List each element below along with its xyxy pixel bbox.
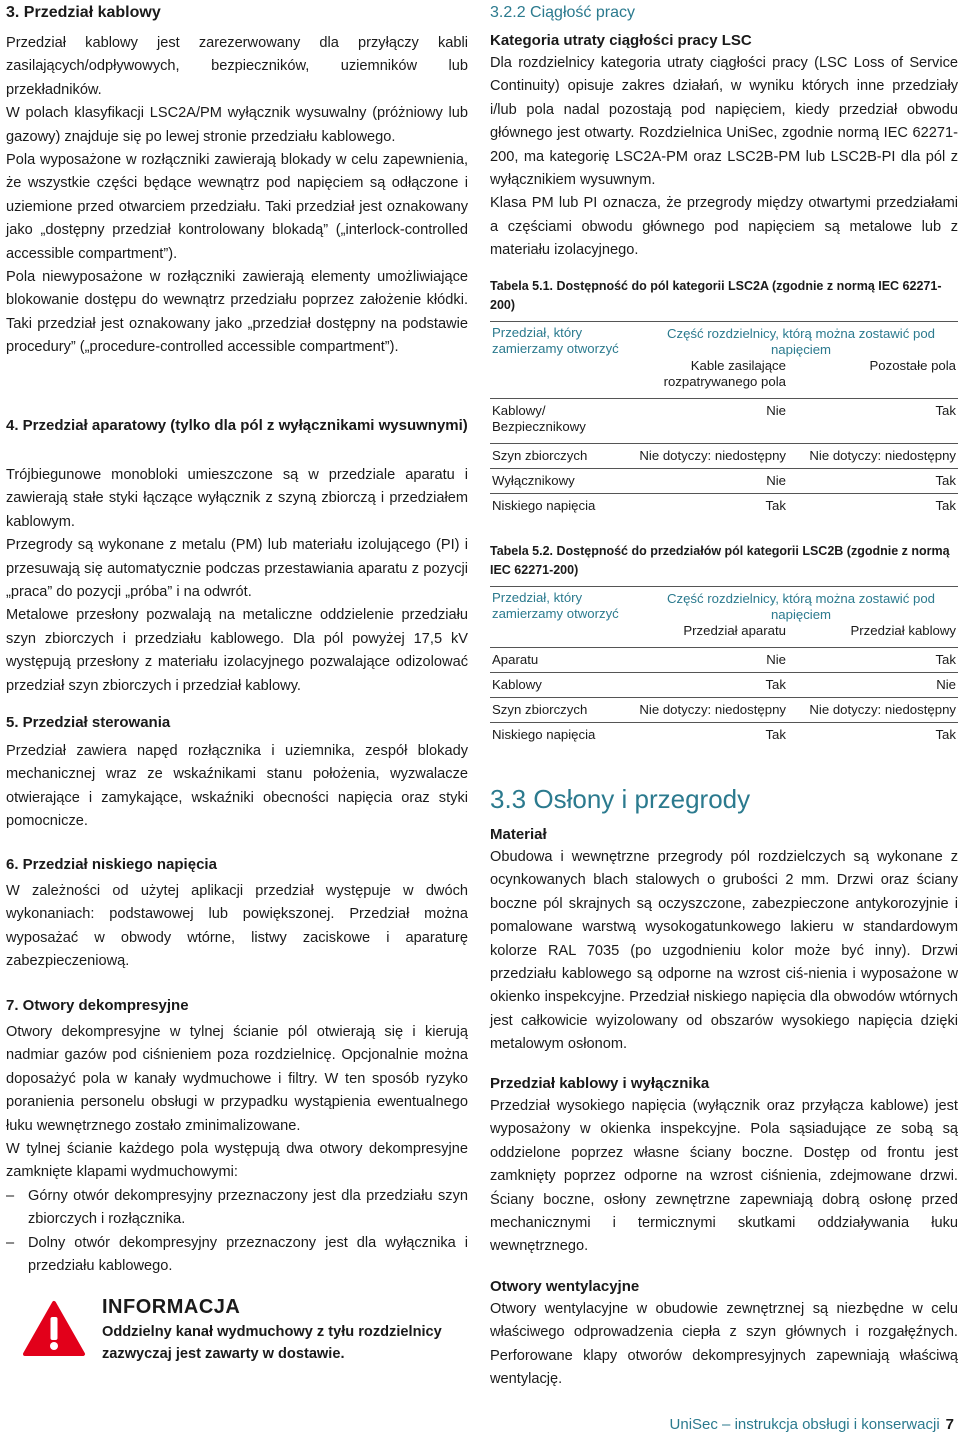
section-3-p3: Pola wyposażone w rozłączniki zawierają blokady w celu zapewnienia, że wszystkie części będące wewnątrz pod napięciem są odłączone i uziemione przed otwarciem przedziału. Taki przedział jest oznakowany jako „dostępny przedział kontrolowany blokadą” („interlock-controlled accessible compartment”). (6, 152, 468, 262)
table-cell: Szyn zbiorczych (490, 698, 624, 723)
section-6-body (6, 880, 468, 974)
table-header: Przedział, który zamierzamy otworzyć (490, 587, 624, 648)
table-5-2-caption: Tabela 5.2. Dostępność do przedziałów pól kategorii LSC2B (zgodnie z normą IEC 62271-200) (490, 544, 950, 577)
decompression-list (6, 1185, 468, 1279)
table-5-1 (490, 277, 958, 518)
table-cell: Nie (624, 648, 788, 673)
cable-compartment-title: Przedział kablowy i wyłącznika (490, 1075, 710, 1092)
table-cell: Tak (788, 648, 958, 673)
table-header: Część rozdzielnicy, którą można zostawić pod napięciem (624, 587, 958, 624)
table-cell: Tak (624, 723, 788, 748)
table-row (490, 723, 958, 748)
cable-compartment-block (490, 1073, 958, 1259)
table-cell: Nie (624, 399, 788, 444)
table-header: Przedział, który zamierzamy otworzyć (490, 322, 624, 399)
section-7-p2: W tylnej ścianie każdego pola występują dwa otwory dekompresyjne zamknięte klapami wydmuchowymi: (6, 1141, 468, 1181)
section-4-p3: Metalowe przesłony pozwalają na metaliczne oddzielenie przedziału szyn zbiorczych i przedziału kablowego. Dla pól powyżej 17,5 kV występują przesłony z materiału izolacyjnego pozwalające odizolować przedział szyn zbiorczych i przedział kablowy. (6, 607, 468, 694)
table-cell: Tak (788, 399, 958, 444)
section-7-title: 7. Otwory dekompresyjne (6, 997, 189, 1014)
table-header: Przedział aparatu (683, 623, 786, 638)
section-5 (6, 712, 468, 734)
section-4-title: 4. Przedział aparatowy (tylko dla pól z wyłącznikami wysuwnymi) (6, 417, 468, 434)
table-cell: Tak (624, 494, 788, 519)
ventilation-block (490, 1276, 958, 1392)
info-title: INFORMACJA (102, 1296, 241, 1318)
section-5-body (6, 740, 468, 834)
lsc-block (490, 30, 958, 263)
info-text: Oddzielny kanał wydmuchowy z tyłu rozdzielnicy zazwyczaj jest zawarty w dostawie. (102, 1324, 442, 1362)
table-cell: Kablowy (490, 673, 624, 698)
lsc-p2: Klasa PM lub PI oznacza, że przegrody między otwartymi przedziałami a częściami obwodu głównego pod napięciem są metalowe lub z materiału izolacyjnego. (490, 195, 958, 259)
table-row (490, 698, 958, 723)
table-5-1-caption: Tabela 5.1. Dostępność do pól kategorii LSC2A (zgodnie z normą IEC 62271-200) (490, 279, 942, 312)
table-cell: Nie (624, 469, 788, 494)
table-5-2 (490, 542, 958, 747)
table-cell: Nie dotyczy: niedostępny (788, 698, 958, 723)
section-7 (6, 995, 468, 1017)
page-number: 7 (945, 1416, 954, 1433)
table-cell: Nie dotyczy: niedostępny (788, 444, 958, 469)
table-cell: Niskiego napięcia (490, 494, 624, 519)
section-3-title: 3. Przedział kablowy (6, 4, 161, 21)
table-cell: Niskiego napięcia (490, 723, 624, 748)
table-cell: Wyłącznikowy (490, 469, 624, 494)
table-header: Pozostałe pola (869, 358, 956, 373)
table-row (490, 648, 958, 673)
section-3-p2: W polach klasyfikacji LSC2A/PM wyłącznik wysuwalny (próżniowy lub gazowy) znajduje się po lewej stronie przedziału kablowego. (6, 105, 468, 145)
section-6 (6, 854, 468, 876)
material-title: Materiał (490, 826, 547, 843)
table-row (490, 399, 958, 444)
section-3-3 (490, 784, 958, 814)
list-item: – Dolny otwór dekompresyjny przeznaczony jest dla wyłącznika i przedziału kablowego. (6, 1232, 468, 1279)
section-6-p1: W zależności od użytej aplikacji przedział występuje w dwóch wykonaniach: podstawowej lub powiększonej. Przedział można wyposażać w obwody wtórne, listwy zaciskowe i aparaturę zabezpieczeniową. (6, 883, 468, 970)
lsc-title: Kategoria utraty ciągłości pracy LSC (490, 32, 752, 49)
table-cell: Nie dotyczy: niedostępny (624, 698, 788, 723)
cable-compartment-p1: Przedział wysokiego napięcia (wyłącznik oraz przyłącza kablowe) jest wyposażony w okienka inspekcyjne. Pola sąsiadujące ze sobą są oddzielone poprzez własne ściany boczne. Dostęp od frontu jest zamknięty poprzez odporne na wzrost ciśnienia, zdejmowane drzwi. Ściany boczne, osłony zewnętrzne zapewniają dobrą osłonę przed mechanicznymi i termicznymi skutkami oddziaływania łuku wewnętrznego. (490, 1098, 958, 1255)
section-3-body (6, 32, 468, 360)
table-cell: Nie dotyczy: niedostępny (624, 444, 788, 469)
table-row (490, 673, 958, 698)
table-row (490, 444, 958, 469)
info-box (22, 1296, 462, 1366)
section-5-title: 5. Przedział sterowania (6, 714, 171, 731)
section-3-2-2 (490, 2, 958, 24)
ventilation-p1: Otwory wentylacyjne w obudowie zewnętrznej są niezbędne w celu właściwego odprowadzenia ciepła z szyn głównych i rozgałęźnych. Perforowane klapy otworów dekompresyjnych zapewniają właściwą wentylację. (490, 1301, 958, 1388)
section-3-p4: Pola niewyposażone w rozłączniki zawierają elementy umożliwiające blokowanie dostępu do wewnątrz przedziału poprzez założenie kłódki. Taki przedział jest oznakowany jako „przedział dostępny na podstawie procedury” („procedure-controlled accessible compartment”). (6, 269, 468, 356)
table-cell: Aparatu (490, 648, 624, 673)
material-block (490, 824, 958, 1057)
section-6-title: 6. Przedział niskiego napięcia (6, 856, 217, 873)
table-cell: Tak (788, 723, 958, 748)
table-cell: Tak (788, 469, 958, 494)
section-3-2-2-title: 3.2.2 Ciągłość pracy (490, 4, 635, 21)
section-7-p1: Otwory dekompresyjne w tylnej ścianie pól otwierają się i kierują nadmiar gazów pod ciśnieniem poza rozdzielnicę. Opcjonalnie można doposażyć pola w kanały wydmuchowe i filtry. W ten sposób ryzyko poranienia personelu obsługi w przypadku wystąpienia ewentualnego łuku wewnętrznego zostało zminimalizowane. (6, 1024, 468, 1134)
section-5-p1: Przedział zawiera napęd rozłącznika i uziemnika, zespół blokady mechanicznej wraz ze wskaźnikami stanu położenia, wyzwalacze otwierające i zamykające, wskaźniki obecności napięcia oraz styki pomocnicze. (6, 743, 468, 830)
warning-icon (22, 1300, 86, 1358)
table-cell: Nie (788, 673, 958, 698)
section-3-3-title: 3.3 Osłony i przegrody (490, 784, 751, 814)
table-cell: Szyn zbiorczych (490, 444, 624, 469)
table-cell: Tak (788, 494, 958, 519)
table-row (490, 494, 958, 519)
table-header: Kable zasilające rozpatrywanego pola (663, 358, 786, 389)
section-4-p1: Trójbiegunowe monobloki umieszczone są w przedziale aparatu i zawierają stałe styki łączące wyłącznik z szyną zbiorczą i przedziałem kablowym. (6, 467, 468, 530)
section-4-p2: Przegrody są wykonane z metalu (PM) lub materiału izolującego (PI) i przesuwają się automatycznie podczas przestawiania aparatu z pozycji „praca” do pozycji „próba” i na odwrót. (6, 537, 468, 601)
list-item: – Górny otwór dekompresyjny przeznaczony jest dla przedziału szyn zbiorczych i rozłącznika. (6, 1185, 468, 1232)
section-3-p1: Przedział kablowy jest zarezerwowany dla przyłączy kabli zasilających/odpływowych, bezpieczników, uziemników lub przekładników. (6, 35, 468, 98)
lsc-p1: Dla rozdzielnicy kategoria utraty ciągłości pracy (LSC Loss of Service Continuity) opisuje zakres działań, w wyniku których inne przedziały i/lub pola nadal pozostają pod napięciem, kiedy przedział obwodu głównego jest otwarty. Rozdzielnica UniSec, zgodnie normą IEC 62271-200, ma kategorię LSC2A-PM oraz LSC2B-PM lub LSC2B-PI dla pól z wyłącznikiem wysuwnym. (490, 55, 958, 189)
page-footer (670, 1416, 954, 1433)
table-row (490, 469, 958, 494)
section-7-body (6, 1021, 468, 1278)
table-header: Część rozdzielnicy, którą można zostawić pod napięciem (624, 322, 958, 359)
section-4-body (6, 464, 468, 698)
ventilation-title: Otwory wentylacyjne (490, 1278, 640, 1295)
table-cell: Kablowy/ Bezpiecznikowy (490, 399, 624, 444)
table-header: Przedział kablowy (850, 623, 956, 638)
table-cell: Tak (624, 673, 788, 698)
section-3 (6, 2, 468, 24)
material-p1: Obudowa i wewnętrzne przegrody pól rozdzielczych są wykonane z ocynkowanych blach stalowych o grubości 2 mm. Drzwi oraz ściany boczne pól skrajnych są oczyszczone, zabezpieczone antykorozyjnie i pomalowane warstwą wysokogatunkowego lakieru w standardowym kolorze RAL 7035 (po uzgodnieniu kolor może być inny). Drzwi przedziału kablowego są odporne na wzrost ciś-nienia i wyposażone w okienko inspekcyjne. Przedział niskiego napięcia dla obwodów wtórnych jest całkowicie wyizolowany od obszarów wysokiego napięcia dzięki metalowym osłonom. (490, 849, 958, 1053)
section-4 (6, 413, 468, 438)
footer-text: UniSec – instrukcja obsługi i konserwacji (669, 1416, 940, 1433)
